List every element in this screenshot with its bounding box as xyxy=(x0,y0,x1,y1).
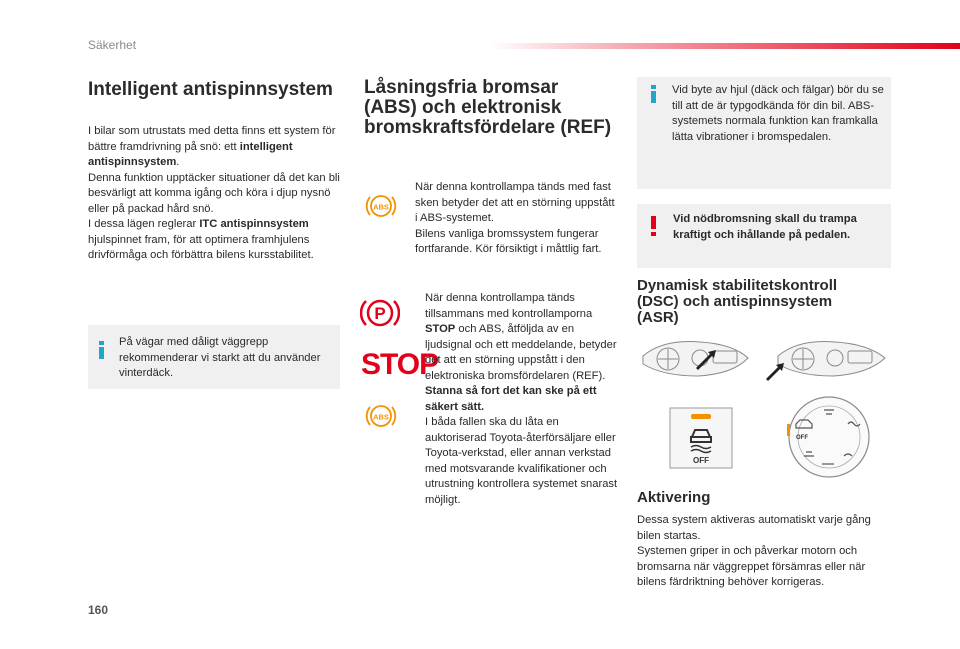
abs-lamp-text-a: När denna kontrollampa tänds med fast sken betyder det att en störning uppstått i ABS-systemet. xyxy=(415,181,615,224)
left-p1-b: intelligent antispinnsystem xyxy=(88,140,293,168)
winter-tyre-note xyxy=(88,325,340,389)
abs-icon-label: ABS xyxy=(373,202,389,212)
ref-text-b: STOP xyxy=(425,323,456,335)
ref-text-d: I båda fallen ska du låta en auktoriserad Toyota-återförsäljare eller Toyota-verkstad, eller annan verkstad med motsvarande kvalifikationer och utrustning kontrollera systemet snarast möjligt. xyxy=(425,416,618,506)
title-dsc-asr xyxy=(637,278,891,326)
esp-off-label: OFF xyxy=(693,456,709,465)
ref-text-bold: Stanna så fort det kan ske på ett säkert sätt. xyxy=(425,385,597,413)
brake-warning-icon xyxy=(360,296,400,330)
warning-icon xyxy=(650,216,658,236)
title-abs-ref xyxy=(364,78,614,138)
title-abs-ref-l1: Låsningsfria bromsar xyxy=(364,77,559,98)
title-intelligent-traction: Intelligent antispinnsystem xyxy=(88,79,333,100)
title-dsc-asr-l1: Dynamisk stabilitetskontroll xyxy=(637,277,838,294)
wheel-change-note-text: Vid byte av hjul (däck och fälgar) bör du se till att de är typgodkända för din bil. ABS-systemets normala funktion kan framkalla lätta vibrationer i bromspedalen. xyxy=(672,84,884,143)
abs-warning-icon xyxy=(364,192,398,220)
title-dsc-asr-l2: (DSC) och antispinnsystem xyxy=(637,293,833,310)
rotary-off-label: OFF xyxy=(796,435,808,441)
title-abs-ref-l2: (ABS) och elektronisk xyxy=(364,97,562,118)
stop-warning-icon: STOP xyxy=(361,348,439,381)
activation-p1: Dessa system aktiveras automatiskt varje gång bilen startas. xyxy=(637,514,871,542)
brake-icon-label: P xyxy=(374,304,386,323)
ref-text-c: och ABS, åtföljda av en ljudsignal och ett meddelande, betyder det att en störning uppstått i den elektroniska bromsfördelaren (REF). xyxy=(425,323,617,382)
ref-text-a: När denna kontrollampa tänds tillsammans med kontrollamporna xyxy=(425,292,593,320)
info-icon xyxy=(96,341,108,359)
left-body xyxy=(88,124,343,264)
left-p1-c: . xyxy=(176,156,180,168)
section-label: Säkerhet xyxy=(88,38,137,52)
winter-tyre-note-text: På vägar med dåligt väggrepp rekommenderar vi starkt att du använder vinterdäck. xyxy=(119,336,321,379)
esp-off-button-illustration xyxy=(669,407,733,469)
title-dsc-asr-l3: (ASR) xyxy=(637,309,679,326)
left-p3-b: ITC antispinnsystem xyxy=(199,218,309,230)
ref-lamp-text xyxy=(425,291,618,508)
emergency-braking-note-text: Vid nödbromsning skall du trampa kraftigt och ihållande på pedalen. xyxy=(673,213,857,241)
abs-icon-label-2: ABS xyxy=(373,412,389,422)
left-p3-a: I dessa lägen reglerar xyxy=(88,218,200,230)
info-icon-2 xyxy=(648,85,660,103)
title-abs-ref-l3: bromskraftsfördelare (REF) xyxy=(364,117,612,138)
left-p3-c: hjulspinnet fram, för att optimera framhjulens drivförmåga och förbättra bilens kursstabilitet. xyxy=(88,233,314,261)
activation-body xyxy=(637,513,895,591)
dashboard-illustration xyxy=(638,334,890,386)
abs-lamp-text xyxy=(415,180,615,258)
wheel-change-note xyxy=(637,77,891,189)
page-number: 160 xyxy=(88,603,109,617)
left-p2: Denna funktion upptäcker situationer då det kan bli besvärligt att komma igång och köra i djup nysnö eller på packad hård snö. xyxy=(88,171,340,215)
abs-lamp-text-b: Bilens vanliga bromssystem fungerar fortfarande. Kör försiktigt i måttlig fart. xyxy=(415,227,602,255)
emergency-braking-note xyxy=(637,204,891,268)
rotary-selector-illustration xyxy=(784,394,874,480)
header-accent-bar xyxy=(490,43,960,49)
title-activation: Aktivering xyxy=(637,489,711,506)
abs-warning-icon-2 xyxy=(364,402,398,430)
left-p1-a: I bilar som utrustats med detta finns ett system för bättre framdrivning på snö: ett xyxy=(88,125,336,153)
activation-p2: Systemen griper in och påverkar motorn och bromsarna när väggreppet försämras eller när bilens färdriktning behöver korrigeras. xyxy=(637,545,866,588)
